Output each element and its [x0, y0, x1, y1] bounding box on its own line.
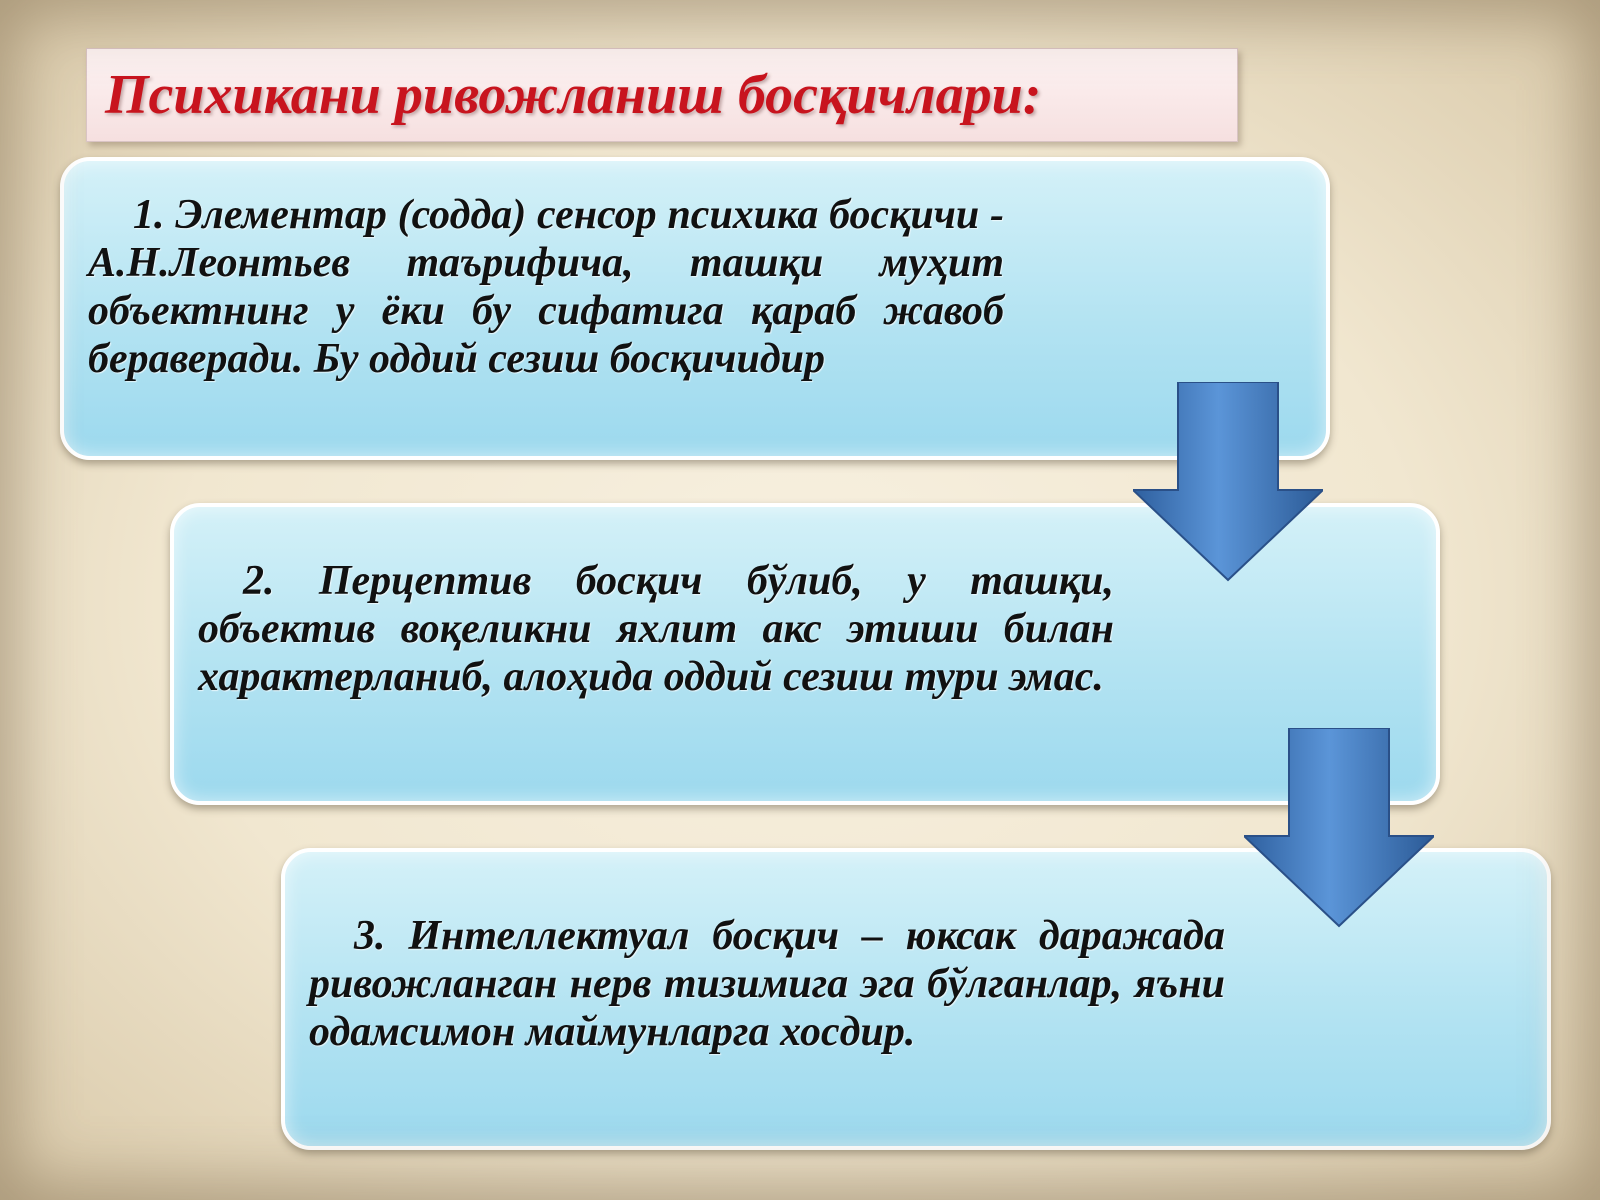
stage-text-1: 1. Элементар (содда) сенсор психика босқичи - А.Н.Леонтьев таърифича, ташқи муҳит объектнинг у ёки бу сифатига қараб жавоб бераверади. Бу оддий сезиш босқичидир	[88, 192, 1004, 382]
stage-text-2: 2. Перцептив босқич бўлиб, у ташқи, объектив воқеликни яхлит акс этиши билан характерланиб, алоҳида оддий сезиш тури эмас.	[198, 558, 1114, 700]
down-arrow-icon	[1244, 728, 1434, 928]
page-title: Психикани ривожланиш босқичлари:	[105, 64, 1042, 126]
down-arrow-icon	[1133, 382, 1323, 582]
stage-text-3: 3. Интеллектуал босқич – юксак даражада ривожланган нерв тизимига эга бўлганлар, яъни одамсимон маймунларга хосдир.	[309, 913, 1225, 1055]
title-banner	[86, 48, 1238, 142]
